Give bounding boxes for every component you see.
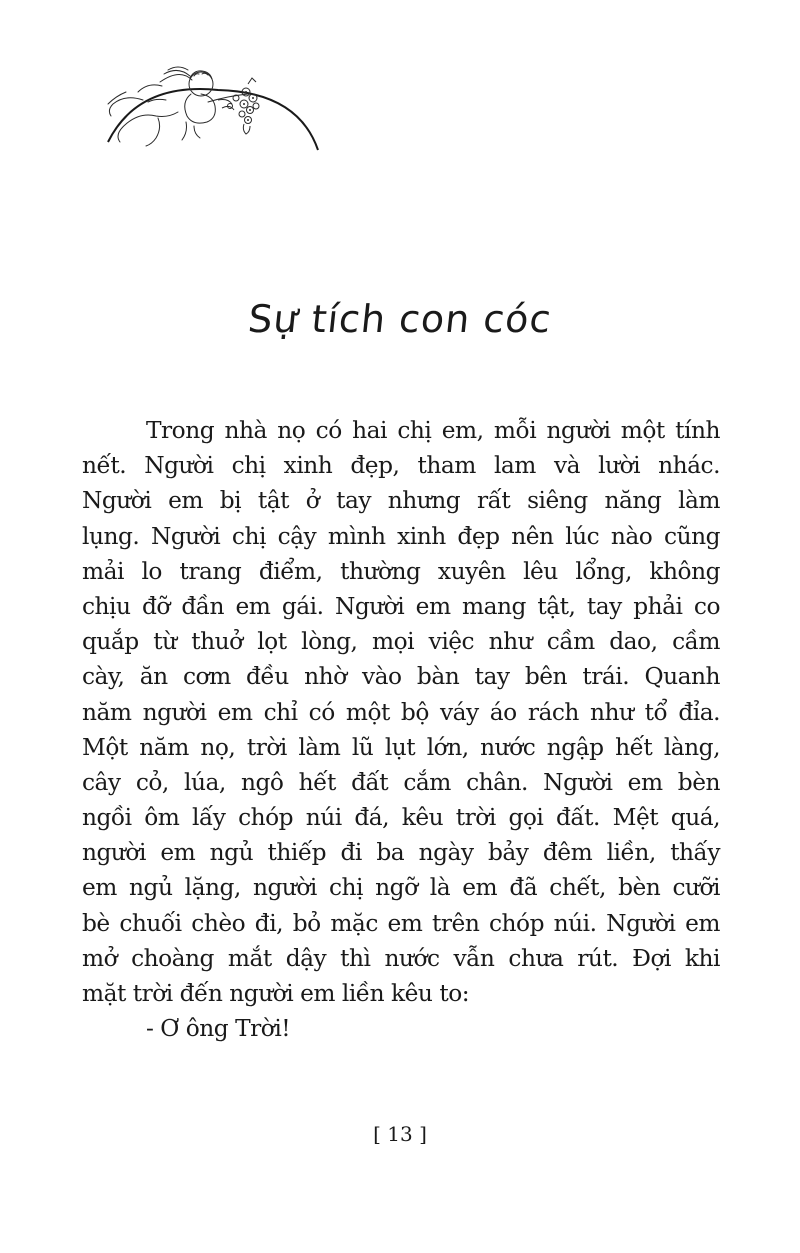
- text-line: nết. Người chị xinh đẹp, tham lam và lười nhác.: [82, 452, 720, 480]
- text-line: người em ngủ thiếp đi ba ngày bảy đêm liền, thấy: [82, 839, 720, 867]
- text-line: Người em bị tật ở tay nhưng rất siêng năng làm: [82, 487, 720, 515]
- story-body: [82, 413, 720, 1046]
- text-line: mải lo trang điểm, thường xuyên lêu lổng, không: [82, 557, 720, 585]
- dialogue-line: - Ơ ông Trời!: [146, 1015, 291, 1043]
- text-line: năm người em chỉ có một bộ váy áo rách như tổ đỉa.: [82, 698, 720, 726]
- story-title: Sự tích con cóc: [246, 297, 554, 342]
- text-line: quắp từ thuở lọt lòng, mọi việc như cầm dao, cầm: [82, 628, 720, 656]
- text-line: bè chuối chèo đi, bỏ mặc em trên chóp núi. Người em: [82, 909, 720, 937]
- paragraph: [82, 413, 720, 1011]
- cherub-garland-icon: [98, 62, 323, 152]
- text-line: chịu đỡ đần em gái. Người em mang tật, tay phải co: [82, 592, 720, 620]
- page-number: [ 13 ]: [373, 1122, 427, 1146]
- text-line: mặt trời đến người em liền kêu to:: [82, 980, 470, 1007]
- text-line: cây cỏ, lúa, ngô hết đất cắm chân. Người em bèn: [82, 768, 720, 796]
- text-line: Một năm nọ, trời làm lũ lụt lớn, nước ngập hết làng,: [82, 733, 720, 761]
- text-line: em ngủ lặng, người chị ngỡ là em đã chết, bèn cưỡi: [82, 874, 720, 902]
- text-line: mở choàng mắt dậy thì nước vẫn chưa rút. Đợi khi: [82, 944, 720, 972]
- text-line: ngồi ôm lấy chóp núi đá, kêu trời gọi đất. Mệt quá,: [82, 804, 720, 832]
- dialogue-paragraph: [82, 1011, 720, 1046]
- text-line: Trong nhà nọ có hai chị em, mỗi người một tính: [146, 417, 720, 444]
- text-line: lụng. Người chị cậy mình xinh đẹp nên lúc nào cũng: [82, 522, 720, 550]
- text-line: cày, ăn cơm đều nhờ vào bàn tay bên trái. Quanh: [82, 663, 720, 691]
